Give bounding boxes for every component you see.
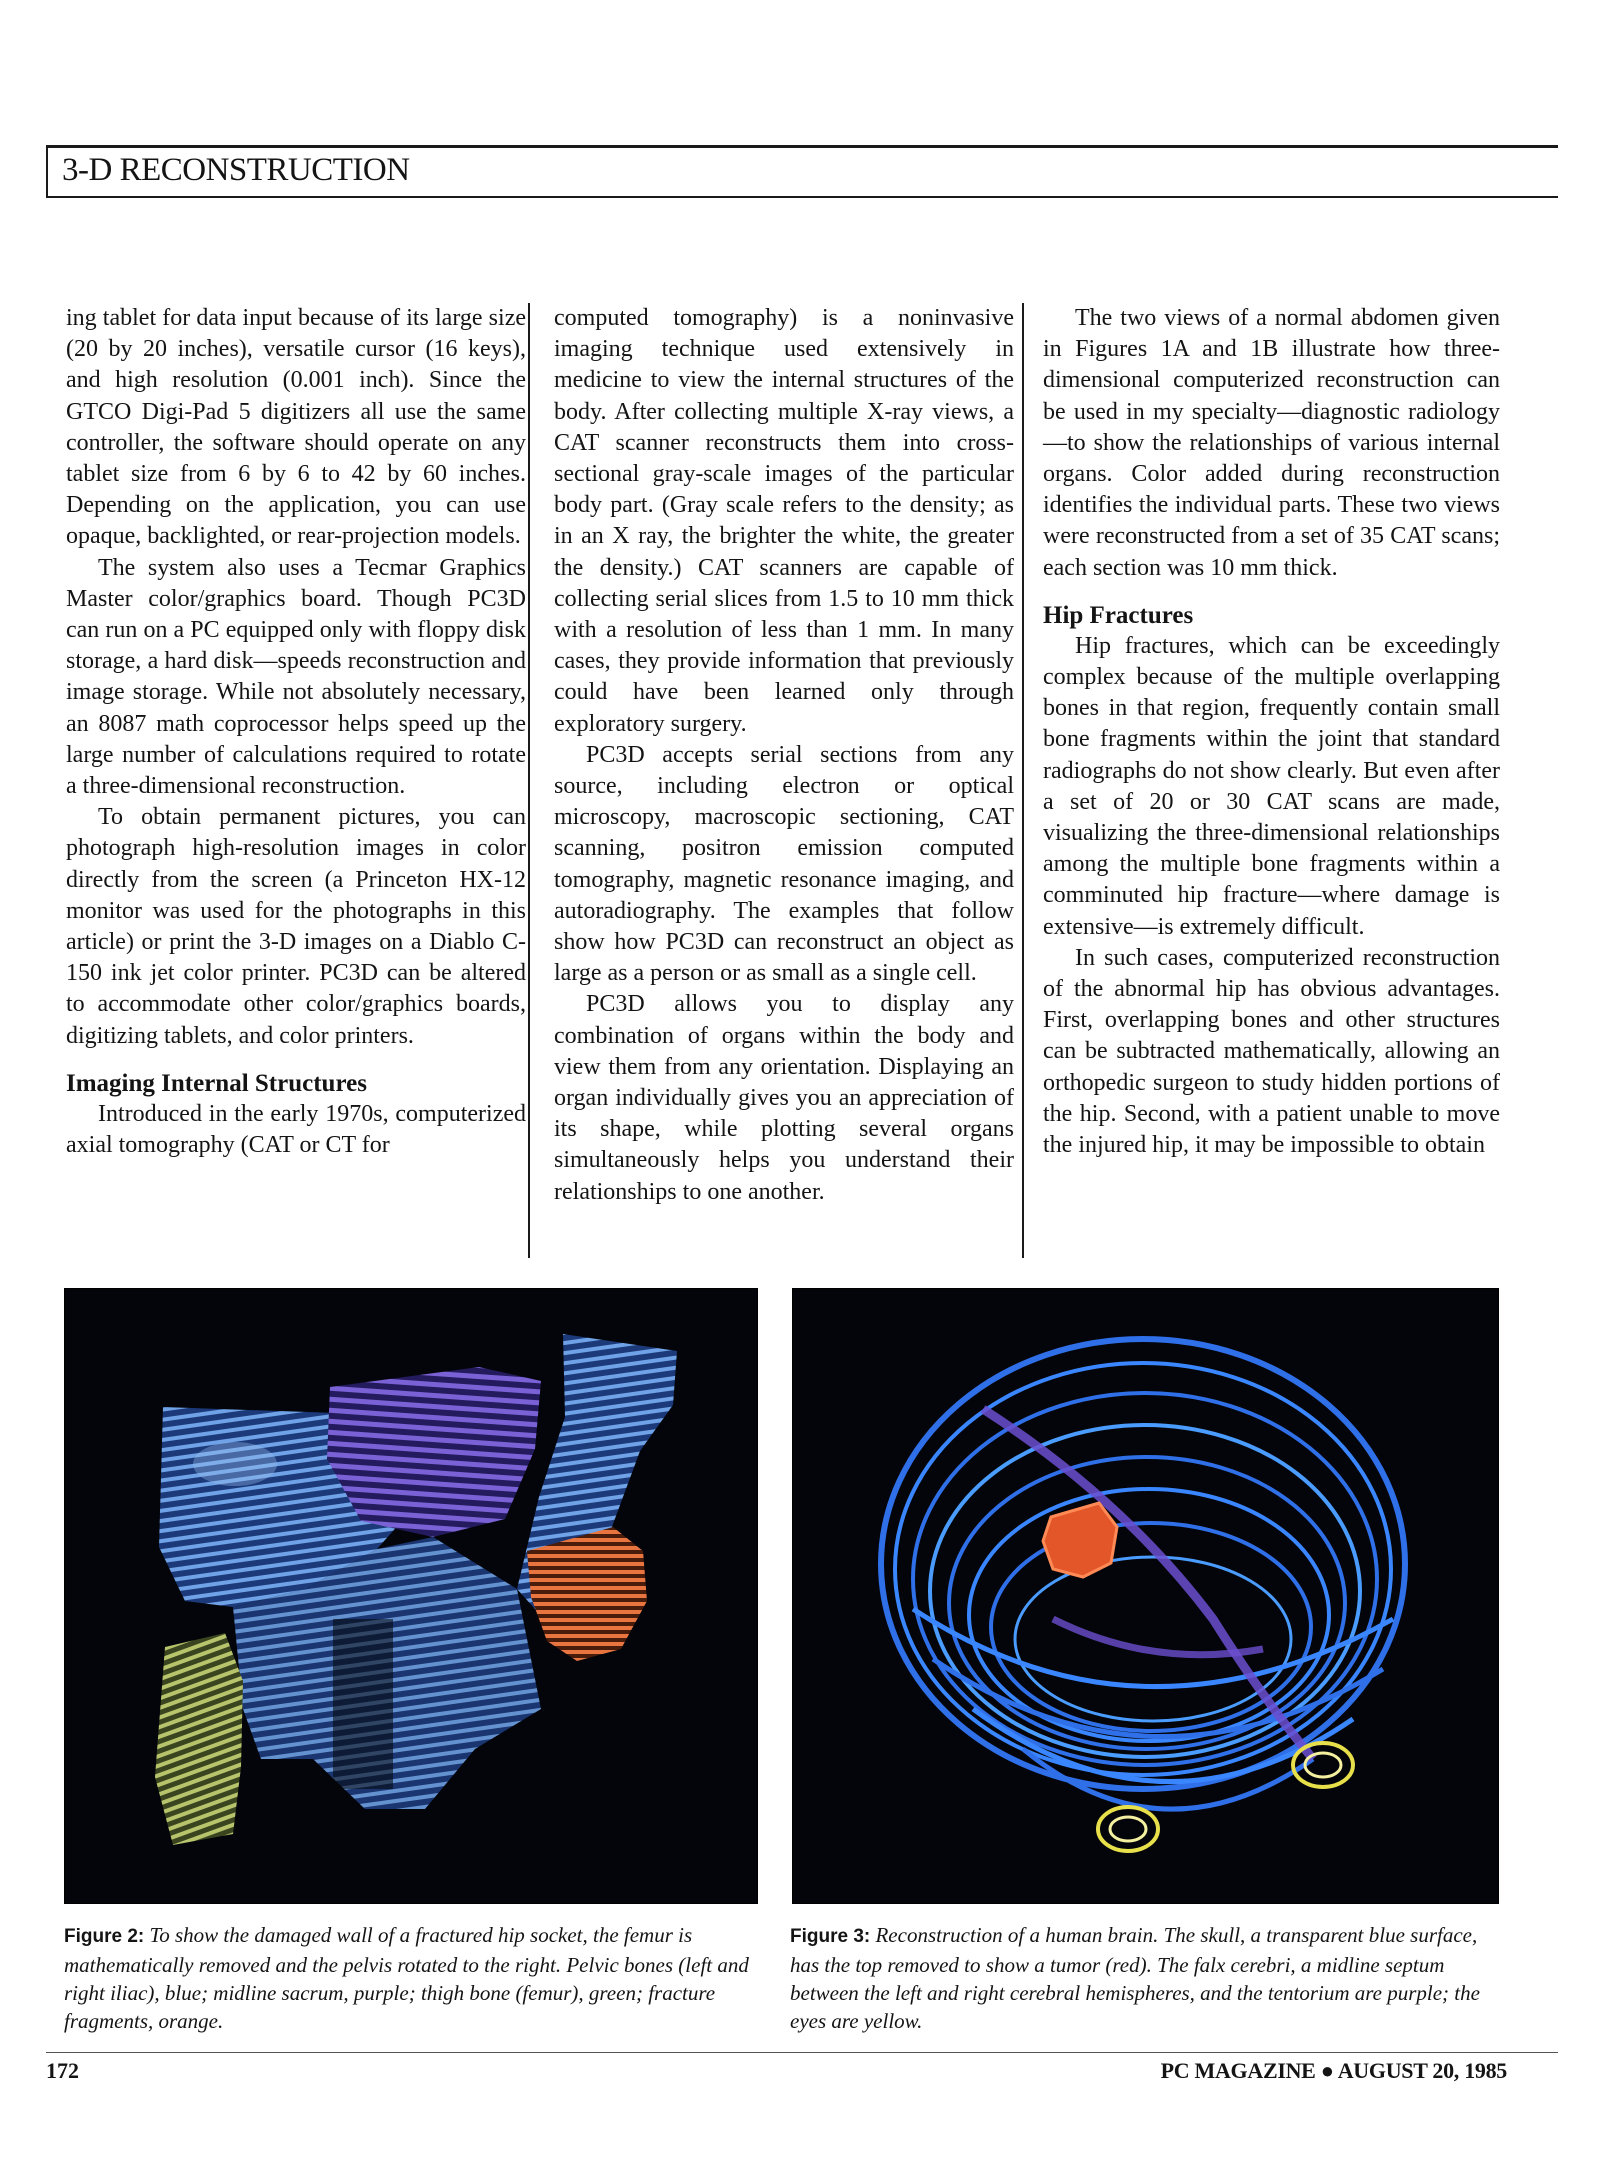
paragraph: Introduced in the early 1970s, computerized axial tomography (CAT or CT for (66, 1100, 526, 1159)
figure-3-image (792, 1288, 1499, 1904)
subheading-hip-fractures: Hip Fractures (1043, 601, 1194, 629)
section-title: 3-D RECONSTRUCTION (62, 152, 410, 188)
text-column-3 (1043, 303, 1500, 1161)
header-rule-bottom (46, 196, 1558, 198)
page-number: 172 (46, 2058, 79, 2083)
figure-2-caption (64, 1921, 764, 2035)
paragraph: The system also uses a Tecmar Graphics Master color/graphics board. Though PC3D can run on a PC equipped only with floppy disk storage, a hard disk—speeds reconstruction and image storage. While not absolutely necessary, an 8087 math coprocessor helps speed up the large number of calculations required to rotate a three-dimensional reconstruction. (66, 554, 526, 800)
fracture-fragments (527, 1527, 647, 1661)
hip-reconstruction-graphic (65, 1289, 757, 1903)
paragraph: computed tomography) is a noninvasive imaging technique used extensively in medicine to view the internal structures of the body. After collecting multiple X-ray views, a CAT scanner reconstructs them into cross-sectional gray-scale images of the particular body part. (Gray scale refers to the density; as in an X ray, the brighter the white, the greater the density.) CAT scanners are capable of collecting serial slices from 1.5 to 10 mm thick with a resolution of less than 1 mm. In many cases, they provide information that previously could have been learned only through exploratory surgery. (554, 305, 1014, 737)
paragraph: To obtain permanent pictures, you can photograph high-resolution images in color directly from the screen (a Princeton HX-12 monitor was used for the photographs in this article) or print the 3-D images on a Diablo C-150 ink jet color printer. PC3D can be altered to accommodate other color/graphics boards, digitizing tablets, and color printers. (66, 804, 526, 1049)
paragraph: PC3D allows you to display any combination of organs within the body and view them from any orientation. Displaying an organ individually gives you an appreciation of its shape, while plotting several organs simultaneously helps you understand their relationships to one another. (554, 991, 1014, 1205)
figure-2-label: Figure 2: (64, 1926, 145, 1947)
paragraph: The two views of a normal abdomen given in Figures 1A and 1B illustrate how three-dimensional computerized reconstruction can be used in my specialty—diagnostic radiology—to show the relationships of various internal organs. Color added during reconstruction identifies the individual parts. These two views were reconstructed from a set of 35 CAT scans; each section was 10 mm thick. (1043, 305, 1500, 581)
eyes (1098, 1743, 1353, 1851)
column-divider (528, 303, 530, 1258)
skull-surface (881, 1339, 1405, 1809)
figure-2-image (64, 1288, 758, 1904)
header-rule-top (46, 145, 1558, 148)
header-rule-left (46, 145, 48, 198)
sacrum (327, 1367, 541, 1537)
brain-reconstruction-graphic (793, 1289, 1498, 1903)
paragraph: ing tablet for data input because of its large size (20 by 20 inches), versatile cursor (16 keys), and high resolution (0.001 inch). Since the GTCO Digi-Pad 5 digitizers all use the same controller, the software should operate on any tablet size from 6 by 6 to 42 by 60 inches. Depending on the application, you can use opaque, backlighted, or rear-projection models. (66, 305, 526, 550)
column-divider (1022, 303, 1024, 1258)
paragraph: In such cases, computerized reconstruction of the abnormal hip has obvious advantages. First, overlapping bones and other structures can be subtracted mathematically, allowing an orthopedic surgeon to study hidden portions of the hip. Second, with a patient unable to move the injured hip, it may be impossible to obtain (1043, 944, 1500, 1159)
falx-cerebri (983, 1409, 1313, 1759)
figure-3-caption-text: Reconstruction of a human brain. The skull, a transparent blue surface, has the top removed to show a tumor (red). The falx cerebri, a midline septum between the left and right cerebral hemispheres, and the tentorium are purple; the eyes are yellow. (790, 1923, 1480, 2033)
publication-line: PC MAGAZINE ● AUGUST 20, 1985 (1160, 2058, 1507, 2083)
figure-3-caption (790, 1921, 1490, 2035)
text-column-2 (554, 303, 1014, 1208)
tumor (1043, 1503, 1117, 1577)
paragraph: PC3D accepts serial sections from any source, including electron or optical microscopy, macroscopic sectioning, CAT scanning, positron emission computed tomography, magnetic resonance imaging, and autoradiography. The examples that follow show how PC3D can reconstruct an object as large as a person or as small as a single cell. (554, 741, 1014, 987)
paragraph: Hip fractures, which can be exceedingly complex because of the multiple overlapping bones in that region, frequently contain small bone fragments within the joint that standard radiographs do not show clearly. But even after a set of 20 or 30 CAT scans are made, visualizing the three-dimensional relationships among the multiple bone fragments within a comminuted hip fracture—where damage is extensive—is extremely difficult. (1043, 632, 1500, 940)
figure-2-caption-text: To show the damaged wall of a fractured hip socket, the femur is mathematically removed and the pelvis rotated to the right. Pelvic bones (left and right iliac), blue; midline sacrum, purple; thigh bone (femur), green; fracture fragments, orange. (64, 1923, 749, 2033)
text-column-1 (66, 303, 526, 1161)
subheading-imaging: Imaging Internal Structures (66, 1069, 367, 1097)
figure-3-label: Figure 3: (790, 1926, 871, 1947)
footer-rule (46, 2052, 1558, 2053)
femur (155, 1633, 243, 1845)
